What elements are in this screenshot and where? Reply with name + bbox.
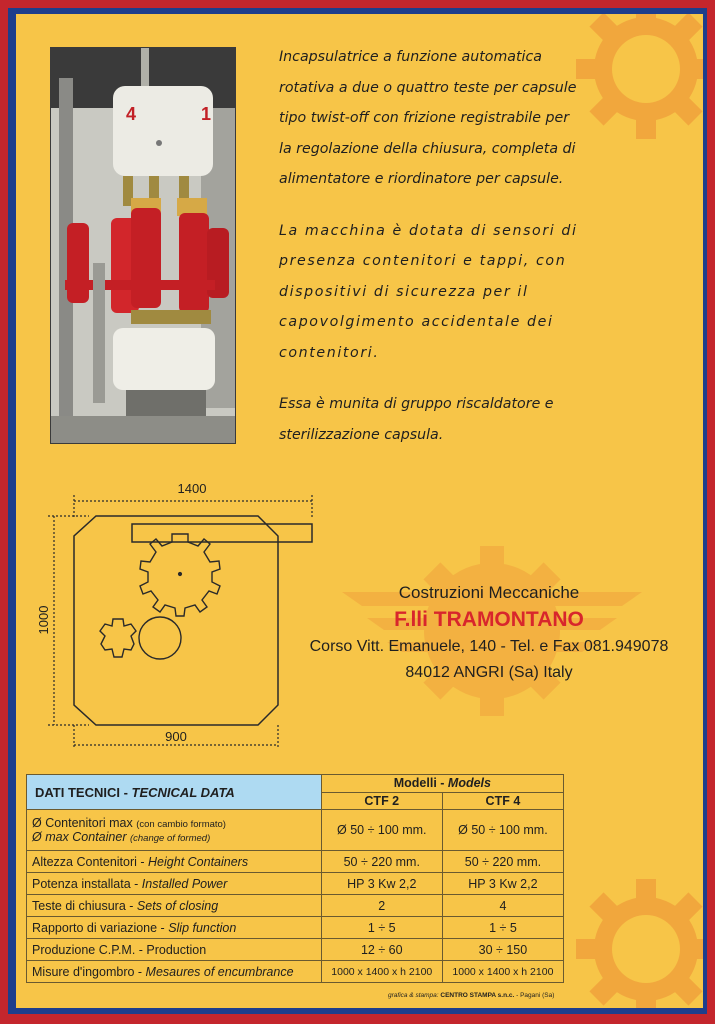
- company-block: [284, 579, 694, 686]
- row-label: Rapporto di variazione - Slip function: [27, 917, 322, 939]
- gear-decoration-top: [571, 14, 703, 144]
- technical-data-table: [26, 774, 564, 983]
- table-row: [27, 939, 564, 961]
- company-name: F.lli TRAMONTANO: [394, 608, 584, 631]
- dimension-base: 900: [165, 729, 187, 744]
- row-label: Produzione C.P.M. - Production: [27, 939, 322, 961]
- ctf2-value: 12 ÷ 60: [321, 939, 442, 961]
- ctf2-value: HP 3 Kw 2,2: [321, 873, 442, 895]
- dimension-width: 1400: [177, 481, 207, 496]
- table-title: DATI TECNICI - TECNICAL DATA: [27, 775, 322, 810]
- head-number-left: 4: [126, 104, 137, 124]
- table-row: [27, 961, 564, 983]
- ctf4-value: HP 3 Kw 2,2: [442, 873, 563, 895]
- ctf2-value: 50 ÷ 220 mm.: [321, 851, 442, 873]
- ctf2-value: 1000 x 1400 x h 2100: [321, 961, 442, 983]
- table-row: [27, 810, 564, 851]
- description-text: [279, 42, 579, 471]
- table-row: [27, 917, 564, 939]
- ctf4-value: 1 ÷ 5: [442, 917, 563, 939]
- ctf2-value: 1 ÷ 5: [321, 917, 442, 939]
- row-label: Misure d'ingombro - Mesaures of encumbrance: [27, 961, 322, 983]
- model-ctf4-header: CTF 4: [442, 792, 563, 810]
- table-row: [27, 873, 564, 895]
- brochure-page: [16, 14, 703, 1008]
- ctf2-value: Ø 50 ÷ 100 mm.: [321, 810, 442, 851]
- print-credit: grafica & stampa: CENTRO STAMPA s.n.c. - Pagani (Sa): [388, 992, 555, 999]
- description-paragraph-1: Incapsulatrice a funzione automatica rotativa a due o quattro teste per capsule tipo twist-off con frizione registrabile per la regolazione della chiusura, completa di alimentatore e riordinatore per capsule.: [279, 49, 577, 187]
- company-tagline: Costruzioni Meccaniche: [398, 583, 580, 602]
- machine-photo: [50, 47, 236, 444]
- layout-drawing: [34, 479, 324, 749]
- table-row: [27, 851, 564, 873]
- description-paragraph-3: Essa è munita di gruppo riscaldatore e sterilizzazione capsula.: [279, 396, 554, 443]
- ctf4-value: 50 ÷ 220 mm.: [442, 851, 563, 873]
- gear-decoration-bottom: [571, 874, 703, 1008]
- table-row: [27, 895, 564, 917]
- model-ctf2-header: CTF 2: [321, 792, 442, 810]
- row-label: Potenza installata - Installed Power: [27, 873, 322, 895]
- ctf4-value: 4: [442, 895, 563, 917]
- company-city: 84012 ANGRI (Sa) Italy: [405, 664, 573, 681]
- models-header: Modelli - Models: [321, 775, 563, 793]
- company-address: Corso Vitt. Emanuele, 140 - Tel. e Fax 081.949078: [309, 638, 669, 655]
- ctf4-value: 1000 x 1400 x h 2100: [442, 961, 563, 983]
- ctf2-value: 2: [321, 895, 442, 917]
- description-paragraph-2: La macchina è dotata di sensori di presenza contenitori e tappi, con dispositivi di sicurezza per il capovolgimento accidentale dei contenitori.: [279, 222, 578, 361]
- row-label: Teste di chiusura - Sets of closing: [27, 895, 322, 917]
- dimension-height: 1000: [36, 605, 51, 635]
- row-label: Ø Contenitori max (con cambio formato) Ø max Container (change of formed): [27, 810, 322, 851]
- head-number-right: 1: [201, 104, 212, 124]
- row-label: Altezza Contenitori - Height Containers: [27, 851, 322, 873]
- ctf4-value: 30 ÷ 150: [442, 939, 563, 961]
- ctf4-value: Ø 50 ÷ 100 mm.: [442, 810, 563, 851]
